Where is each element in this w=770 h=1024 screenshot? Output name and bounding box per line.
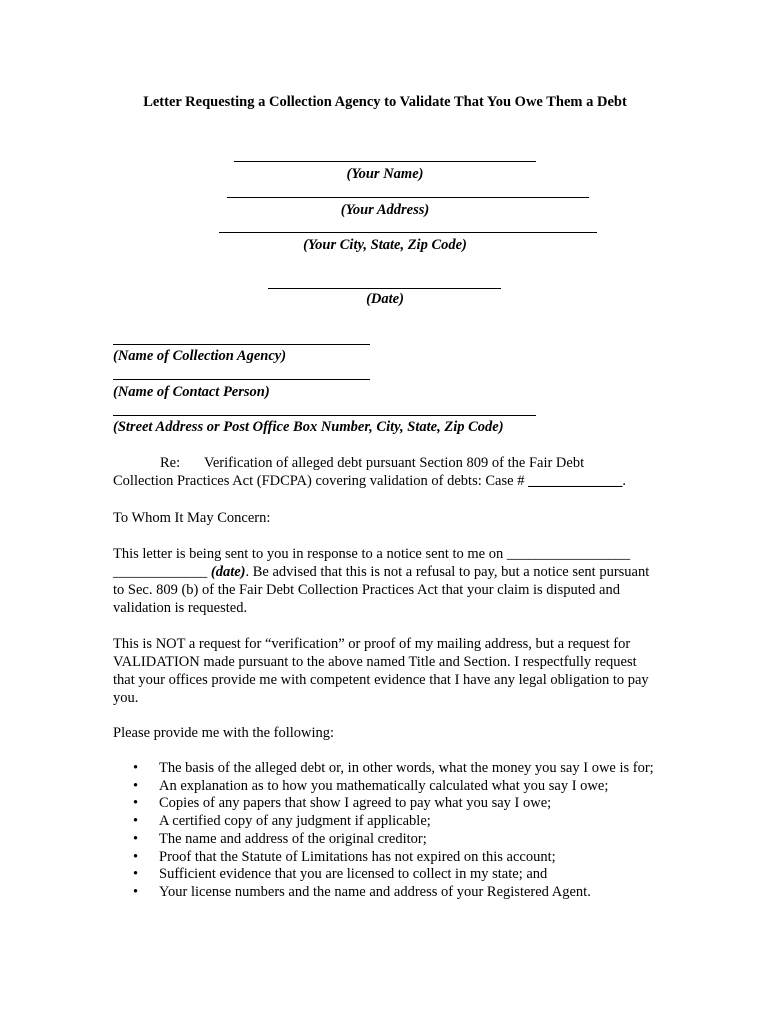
list-item <box>113 884 661 902</box>
case-number-blank: _____________ <box>528 473 623 489</box>
paragraph-provide: Please provide me with the following: <box>113 725 335 741</box>
agency-address-label: (Street Address or Post Office Box Number, City, State, Zip Code) <box>113 419 504 435</box>
date-label: (Date) <box>366 291 404 307</box>
list-item-text: The name and address of the original creditor; <box>159 830 427 847</box>
paragraph-notice-part1: This letter is being sent to you in response to a notice sent to me on _________________ _____________ <box>113 546 631 580</box>
bullet-icon: • <box>133 866 139 883</box>
re-end: . <box>622 473 626 489</box>
list-item <box>113 760 661 778</box>
contact-name-label: (Name of Contact Person) <box>113 384 270 400</box>
re-text: Collection Practices Act (FDCPA) covering validation of debts: Case # <box>113 473 529 489</box>
list-item <box>113 831 661 849</box>
list-item-text: Copies of any papers that show I agreed to pay what you say I owe; <box>159 795 552 812</box>
your-city-line <box>219 232 597 233</box>
agency-name-line <box>113 344 370 345</box>
your-city-label: (Your City, State, Zip Code) <box>303 237 467 253</box>
date-word: (date) <box>210 564 246 580</box>
list-item-text: The basis of the alleged debt or, in other words, what the money you say I owe is for; <box>159 760 654 776</box>
list-item <box>113 778 661 796</box>
re-prefix: Re: <box>160 455 181 471</box>
list-item-text: An explanation as to how you mathematically calculated what you say I owe; <box>159 777 609 794</box>
bullet-icon: • <box>133 883 139 900</box>
re-text-line1: Verification of alleged debt pursuant Section 809 of the Fair Debt <box>204 455 585 471</box>
list-item <box>113 866 661 884</box>
date-line <box>268 288 501 289</box>
bullet-icon: • <box>133 848 139 865</box>
list-item-text: Proof that the Statute of Limitations has not expired on this account; <box>159 848 556 865</box>
list-item-text: Your license numbers and the name and address of your Registered Agent. <box>159 883 591 900</box>
paragraph-validation-request: This is NOT a request for “verification” or proof of my mailing address, but a request for VALIDATION made pursuant to the above named Title and Section. I respectfully request that your offices provide me with competent evidence that I have any legal obligation to pay you. <box>113 636 649 706</box>
your-address-label: (Your Address) <box>340 202 430 218</box>
document-title: Letter Requesting a Collection Agency to Validate That You Owe Them a Debt <box>143 94 627 110</box>
your-name-line <box>234 161 536 162</box>
paragraph-notice <box>113 545 661 617</box>
bullet-icon: • <box>133 830 139 847</box>
salutation: To Whom It May Concern: <box>113 510 271 526</box>
bullet-icon: • <box>133 777 139 794</box>
agency-name-label: (Name of Collection Agency) <box>113 348 287 364</box>
list-item <box>113 849 661 867</box>
list-item <box>113 813 661 831</box>
agency-address-line <box>113 415 536 416</box>
contact-name-line <box>113 379 370 380</box>
requested-items-list <box>113 760 661 902</box>
list-item <box>113 795 661 813</box>
paragraph-notice-part2: . Be advised that this is not a refusal to pay, but a notice sent pursuant to Sec. 809 (b) of the Fair Debt Collection Practices Act that your claim is disputed and validation is requested. <box>113 564 650 616</box>
your-name-label: (Your Name) <box>346 166 424 182</box>
bullet-icon: • <box>133 813 139 830</box>
list-item-text: A certified copy of any judgment if applicable; <box>159 813 431 830</box>
re-text-line2 <box>113 473 626 490</box>
your-address-line <box>227 197 589 198</box>
list-item-text: Sufficient evidence that you are licensed to collect in my state; and <box>159 866 548 883</box>
bullet-icon: • <box>133 795 139 812</box>
bullet-icon: • <box>133 760 139 776</box>
